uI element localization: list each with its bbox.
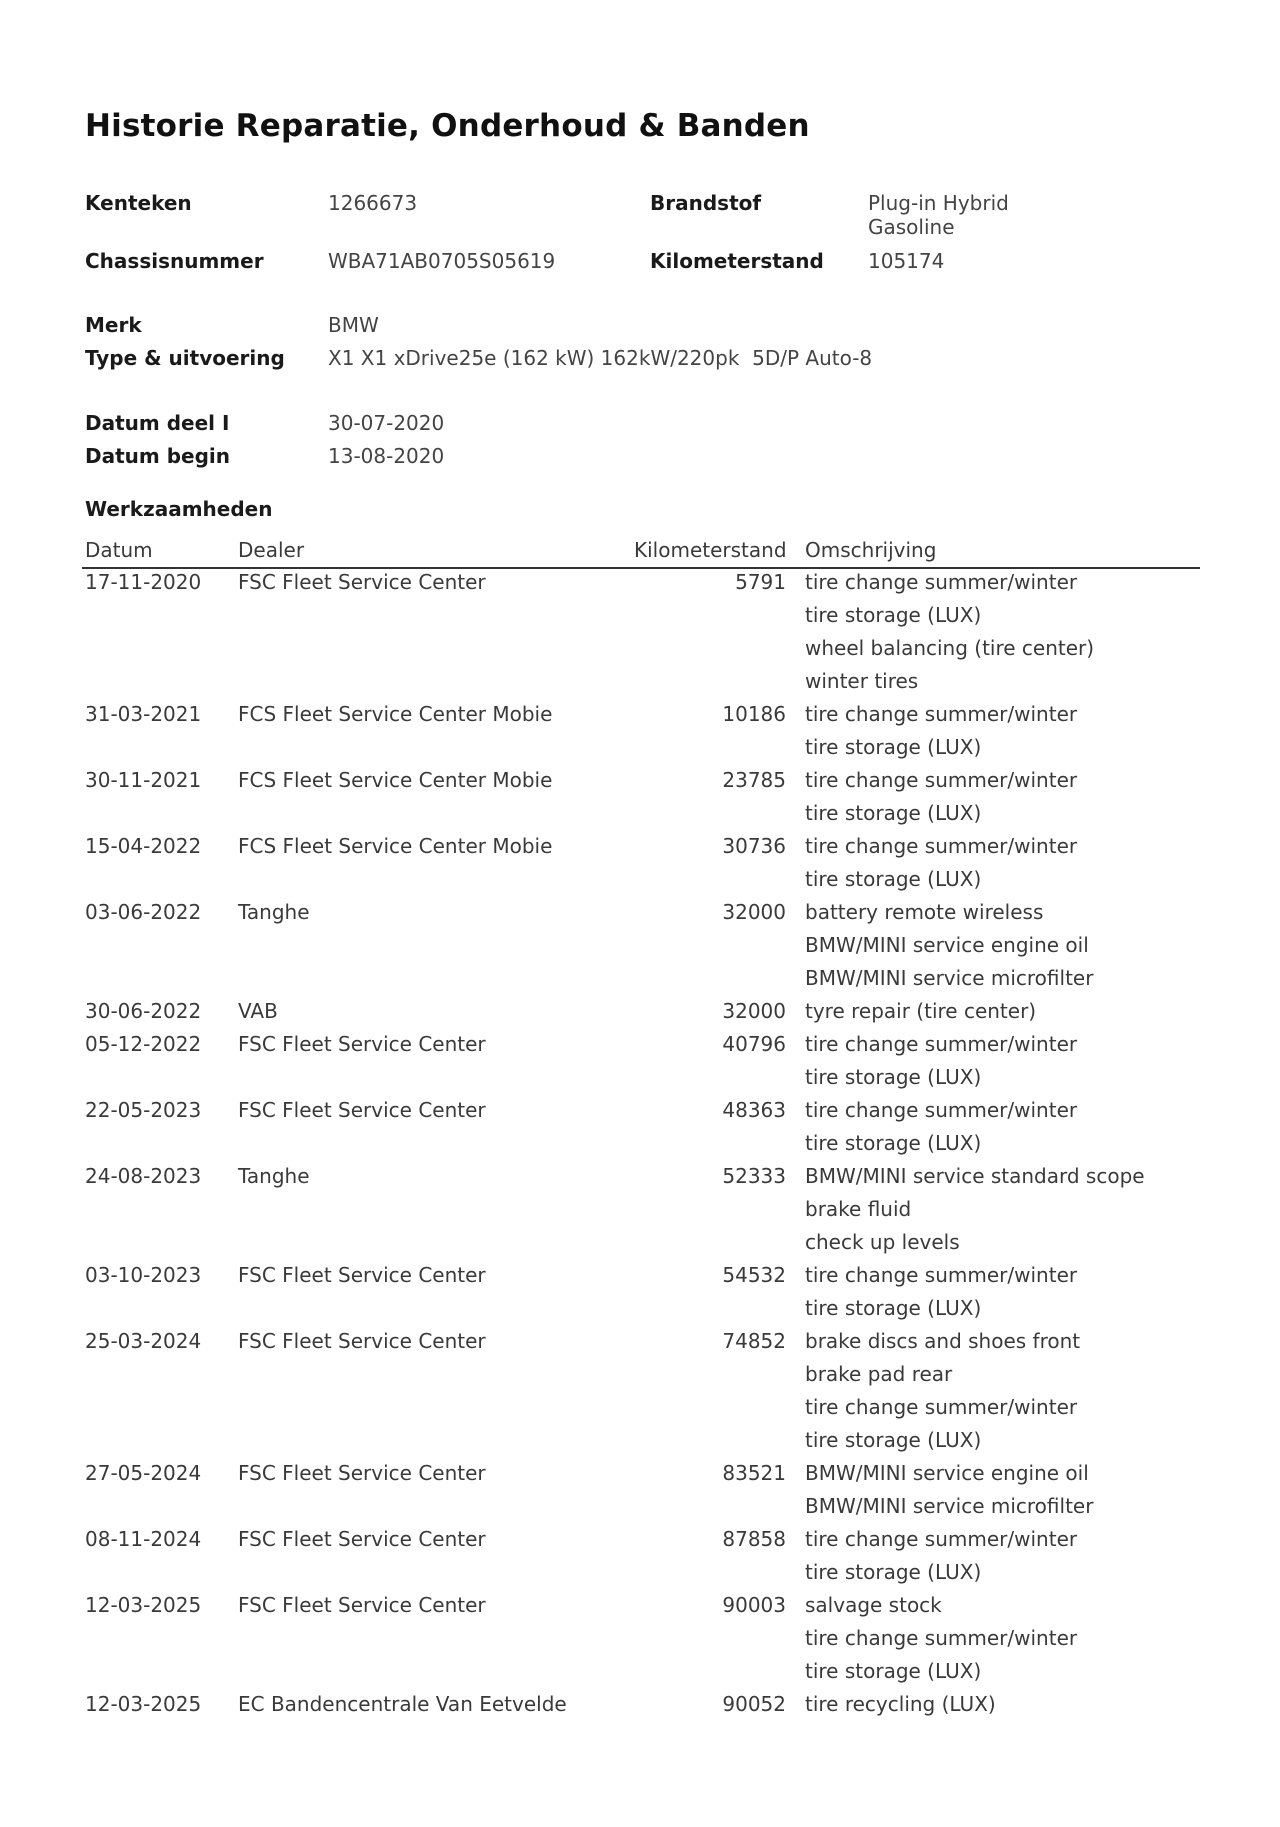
- row-date: 27-05-2024: [85, 1461, 202, 1485]
- table-row: [0, 1329, 1280, 1461]
- datum-deel-label: Datum deel I: [85, 411, 230, 435]
- row-omschrijving: [805, 1263, 1077, 1329]
- row-kilometerstand: 83521: [722, 1461, 786, 1485]
- row-omschrijving: [805, 570, 1094, 702]
- omschrijving-line: tire change summer/winter: [805, 834, 1078, 858]
- row-dealer: FSC Fleet Service Center: [238, 1461, 486, 1485]
- row-kilometerstand: 52333: [722, 1164, 786, 1188]
- omschrijving-line: tire change summer/winter: [805, 1395, 1078, 1419]
- row-date: 25-03-2024: [85, 1329, 202, 1353]
- brandstof-label: Brandstof: [650, 191, 762, 215]
- chassisnummer-label: Chassisnummer: [85, 249, 264, 273]
- table-row: [0, 900, 1280, 999]
- row-dealer: FSC Fleet Service Center: [238, 1329, 486, 1353]
- row-dealer: FSC Fleet Service Center: [238, 1098, 486, 1122]
- werkzaamheden-title: Werkzaamheden: [85, 497, 273, 521]
- row-dealer: Tanghe: [238, 1164, 310, 1188]
- kenteken-value: 1266673: [328, 191, 418, 215]
- datum-begin-value: 13-08-2020: [328, 444, 445, 468]
- omschrijving-line: tire change summer/winter: [805, 1098, 1078, 1122]
- row-dealer: FCS Fleet Service Center Mobie: [238, 702, 553, 726]
- row-kilometerstand: 40796: [722, 1032, 786, 1056]
- row-omschrijving: [805, 1329, 1080, 1461]
- omschrijving-line: tire storage (LUX): [805, 1428, 982, 1452]
- row-date: 22-05-2023: [85, 1098, 202, 1122]
- row-omschrijving: [805, 702, 1077, 768]
- row-omschrijving: [805, 1164, 1145, 1263]
- row-omschrijving: [805, 900, 1093, 999]
- table-header: [82, 535, 1200, 569]
- row-omschrijving: [805, 1032, 1077, 1098]
- omschrijving-line: tire storage (LUX): [805, 1296, 982, 1320]
- kenteken-label: Kenteken: [85, 191, 192, 215]
- omschrijving-line: BMW/MINI service microfilter: [805, 966, 1094, 990]
- row-date: 12-03-2025: [85, 1593, 202, 1617]
- row-date: 05-12-2022: [85, 1032, 202, 1056]
- row-kilometerstand: 90052: [722, 1692, 786, 1716]
- row-omschrijving: [805, 1692, 996, 1725]
- werkzaamheden-table: [0, 570, 1280, 1725]
- omschrijving-line: battery remote wireless: [805, 900, 1044, 924]
- brandstof-value-line2: Gasoline: [868, 215, 955, 239]
- row-kilometerstand: 32000: [722, 999, 786, 1023]
- row-date: 15-04-2022: [85, 834, 202, 858]
- row-kilometerstand: 32000: [722, 900, 786, 924]
- table-row: [0, 768, 1280, 834]
- row-dealer: FSC Fleet Service Center: [238, 570, 486, 594]
- row-omschrijving: [805, 1527, 1077, 1593]
- row-omschrijving: [805, 1098, 1077, 1164]
- omschrijving-line: tire storage (LUX): [805, 1131, 982, 1155]
- row-date: 03-10-2023: [85, 1263, 202, 1287]
- row-date: 30-06-2022: [85, 999, 202, 1023]
- omschrijving-line: salvage stock: [805, 1593, 942, 1617]
- omschrijving-line: check up levels: [805, 1230, 960, 1254]
- row-omschrijving: [805, 834, 1077, 900]
- omschrijving-line: tire change summer/winter: [805, 1527, 1078, 1551]
- table-row: [0, 1461, 1280, 1527]
- row-omschrijving: [805, 768, 1077, 834]
- omschrijving-line: tire storage (LUX): [805, 1659, 982, 1683]
- row-kilometerstand: 74852: [722, 1329, 786, 1353]
- table-row: [0, 1164, 1280, 1263]
- omschrijving-line: tire storage (LUX): [805, 1560, 982, 1584]
- omschrijving-line: tire recycling (LUX): [805, 1692, 996, 1716]
- row-omschrijving: [805, 1593, 1077, 1692]
- brandstof-value-line1: Plug-in Hybrid: [868, 191, 1009, 215]
- omschrijving-line: tire storage (LUX): [805, 801, 982, 825]
- omschrijving-line: tire storage (LUX): [805, 1065, 982, 1089]
- header-kilometerstand: Kilometerstand: [634, 538, 787, 562]
- row-dealer: EC Bandencentrale Van Eetvelde: [238, 1692, 567, 1716]
- omschrijving-line: tire storage (LUX): [805, 603, 982, 627]
- row-date: 24-08-2023: [85, 1164, 202, 1188]
- row-date: 03-06-2022: [85, 900, 202, 924]
- row-kilometerstand: 54532: [722, 1263, 786, 1287]
- omschrijving-line: brake pad rear: [805, 1362, 953, 1386]
- omschrijving-line: brake discs and shoes front: [805, 1329, 1081, 1353]
- table-row: [0, 1527, 1280, 1593]
- omschrijving-line: tire storage (LUX): [805, 735, 982, 759]
- table-row: [0, 1098, 1280, 1164]
- omschrijving-line: tire change summer/winter: [805, 768, 1078, 792]
- row-dealer: FSC Fleet Service Center: [238, 1263, 486, 1287]
- row-date: 31-03-2021: [85, 702, 202, 726]
- omschrijving-line: BMW/MINI service microfilter: [805, 1494, 1094, 1518]
- table-row: [0, 702, 1280, 768]
- omschrijving-line: tire change summer/winter: [805, 570, 1078, 594]
- type-value: X1 X1 xDrive25e (162 kW) 162kW/220pk 5D/P Auto-8: [328, 346, 873, 370]
- datum-begin-label: Datum begin: [85, 444, 230, 468]
- table-row: [0, 1593, 1280, 1692]
- row-kilometerstand: 30736: [722, 834, 786, 858]
- datum-deel-value: 30-07-2020: [328, 411, 445, 435]
- omschrijving-line: tyre repair (tire center): [805, 999, 1037, 1023]
- table-row: [0, 570, 1280, 702]
- row-kilometerstand: 48363: [722, 1098, 786, 1122]
- omschrijving-line: brake fluid: [805, 1197, 912, 1221]
- header-dealer: Dealer: [238, 538, 305, 562]
- omschrijving-line: wheel balancing (tire center): [805, 636, 1095, 660]
- row-kilometerstand: 90003: [722, 1593, 786, 1617]
- type-label: Type & uitvoering: [85, 346, 285, 370]
- row-date: 30-11-2021: [85, 768, 202, 792]
- chassisnummer-value: WBA71AB0705S05619: [328, 249, 556, 273]
- table-row: [0, 999, 1280, 1032]
- row-dealer: Tanghe: [238, 900, 310, 924]
- kilometerstand-value: 105174: [868, 249, 945, 273]
- page-title: Historie Reparatie, Onderhoud & Banden: [85, 108, 810, 144]
- row-dealer: FSC Fleet Service Center: [238, 1593, 486, 1617]
- omschrijving-line: BMW/MINI service engine oil: [805, 933, 1089, 957]
- row-dealer: FSC Fleet Service Center: [238, 1527, 486, 1551]
- table-row: [0, 1032, 1280, 1098]
- row-kilometerstand: 87858: [722, 1527, 786, 1551]
- row-dealer: FCS Fleet Service Center Mobie: [238, 768, 553, 792]
- row-omschrijving: [805, 1461, 1093, 1527]
- header-omschrijving: Omschrijving: [805, 538, 937, 562]
- table-row: [0, 834, 1280, 900]
- row-dealer: VAB: [238, 999, 278, 1023]
- row-kilometerstand: 23785: [722, 768, 786, 792]
- omschrijving-line: BMW/MINI service standard scope: [805, 1164, 1145, 1188]
- row-dealer: FSC Fleet Service Center: [238, 1032, 486, 1056]
- omschrijving-line: tire change summer/winter: [805, 1032, 1078, 1056]
- header-datum: Datum: [85, 538, 153, 562]
- row-date: 12-03-2025: [85, 1692, 202, 1716]
- row-dealer: FCS Fleet Service Center Mobie: [238, 834, 553, 858]
- merk-label: Merk: [85, 313, 142, 337]
- omschrijving-line: tire change summer/winter: [805, 1626, 1078, 1650]
- row-kilometerstand: 10186: [722, 702, 786, 726]
- row-kilometerstand: 5791: [735, 570, 786, 594]
- merk-value: BMW: [328, 313, 379, 337]
- table-row: [0, 1692, 1280, 1725]
- row-date: 08-11-2024: [85, 1527, 202, 1551]
- row-omschrijving: [805, 999, 1036, 1032]
- kilometerstand-label: Kilometerstand: [650, 249, 824, 273]
- omschrijving-line: tire storage (LUX): [805, 867, 982, 891]
- omschrijving-line: tire change summer/winter: [805, 702, 1078, 726]
- omschrijving-line: tire change summer/winter: [805, 1263, 1078, 1287]
- omschrijving-line: winter tires: [805, 669, 919, 693]
- omschrijving-line: BMW/MINI service engine oil: [805, 1461, 1089, 1485]
- row-date: 17-11-2020: [85, 570, 202, 594]
- table-row: [0, 1263, 1280, 1329]
